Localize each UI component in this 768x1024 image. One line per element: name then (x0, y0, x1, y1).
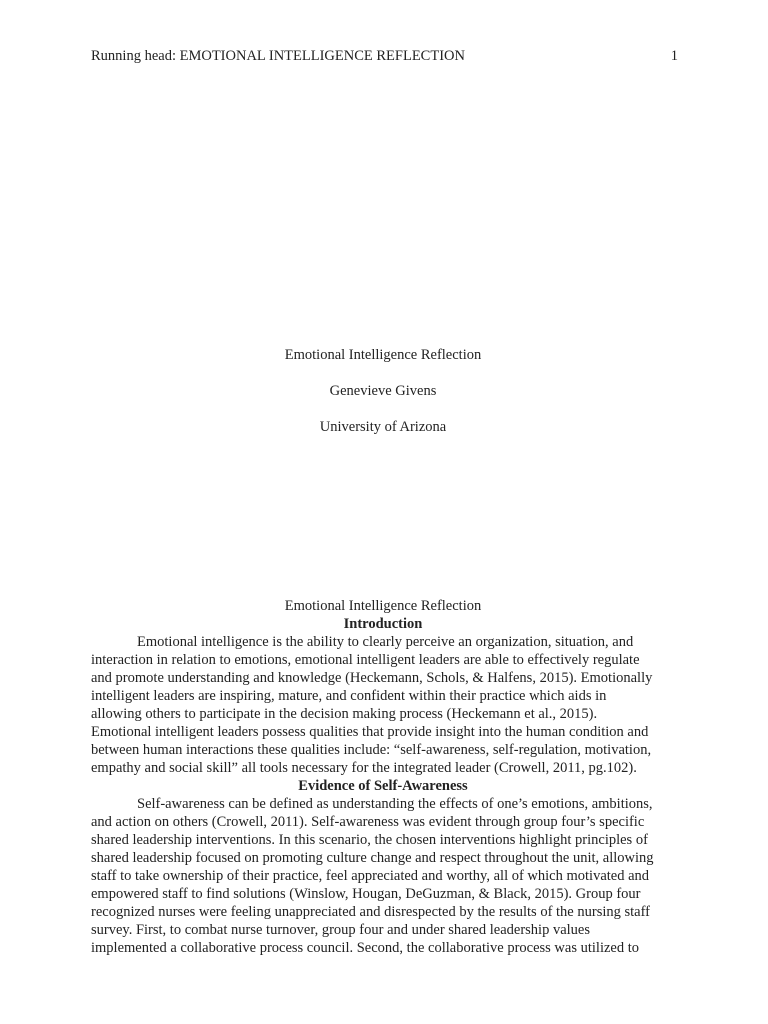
paragraph-line: Self-awareness can be defined as understanding the effects of one’s emotions, ambitions, (137, 796, 653, 812)
paragraph-line: between human interactions these qualities include: “self-awareness, self-regulation, motivation, (91, 742, 652, 758)
section-heading-introduction: Introduction (343, 616, 423, 632)
paragraph-line: empowered staff to find solutions (Winslow, Hougan, DeGuzman, & Black, 2015). Group four (91, 886, 641, 902)
body-title: Emotional Intelligence Reflection (284, 598, 482, 614)
paragraph-line: and action on others (Crowell, 2011). Self-awareness was evident through group four’s specific (91, 814, 645, 830)
author-name: Genevieve Givens (329, 383, 437, 399)
paragraph-line: empathy and social skill” all tools necessary for the integrated leader (Crowell, 2011, pg.102). (91, 760, 637, 776)
section-heading-self-awareness: Evidence of Self-Awareness (298, 778, 468, 794)
paragraph-line: and promote understanding and knowledge (Heckemann, Schols, & Halfens, 2015). Emotionally (91, 670, 653, 686)
paragraph-line: Emotional intelligent leaders possess qualities that provide insight into the human condition and (91, 724, 649, 740)
paragraph-line: allowing others to participate in the decision making process (Heckemann et al., 2015). (91, 706, 598, 722)
paper-title: Emotional Intelligence Reflection (284, 347, 482, 363)
paragraph-line: staff to take ownership of their practice, feel appreciated and worthy, all of which motivated and (91, 868, 650, 884)
institution-name: University of Arizona (319, 419, 447, 435)
paragraph-line: intelligent leaders are inspiring, mature, and confident within their practice which aids in (91, 688, 607, 704)
document-body (91, 597, 675, 957)
paragraph-line: shared leadership focused on promoting culture change and respect throughout the unit, allowing (91, 850, 654, 866)
paragraph-self-awareness (91, 795, 675, 957)
paragraph-line: interaction in relation to emotions, emotional intelligent leaders are able to effectively regulate (91, 652, 640, 668)
page-number: 1 (670, 48, 678, 64)
running-head: Running head: EMOTIONAL INTELLIGENCE REFLECTION (91, 48, 465, 64)
paragraph-line: Emotional intelligence is the ability to clearly perceive an organization, situation, and (137, 634, 634, 650)
paragraph-line: shared leadership interventions. In this scenario, the chosen interventions highlight principles of (91, 832, 648, 848)
paragraph-introduction (91, 633, 675, 777)
title-block (91, 346, 675, 454)
paragraph-line: implemented a collaborative process council. Second, the collaborative process was utilized to (91, 940, 639, 956)
paragraph-line: survey. First, to combat nurse turnover, group four and under shared leadership values (91, 922, 590, 938)
paragraph-line: recognized nurses were feeling unappreciated and disrespected by the results of the nursing staff (91, 904, 650, 920)
